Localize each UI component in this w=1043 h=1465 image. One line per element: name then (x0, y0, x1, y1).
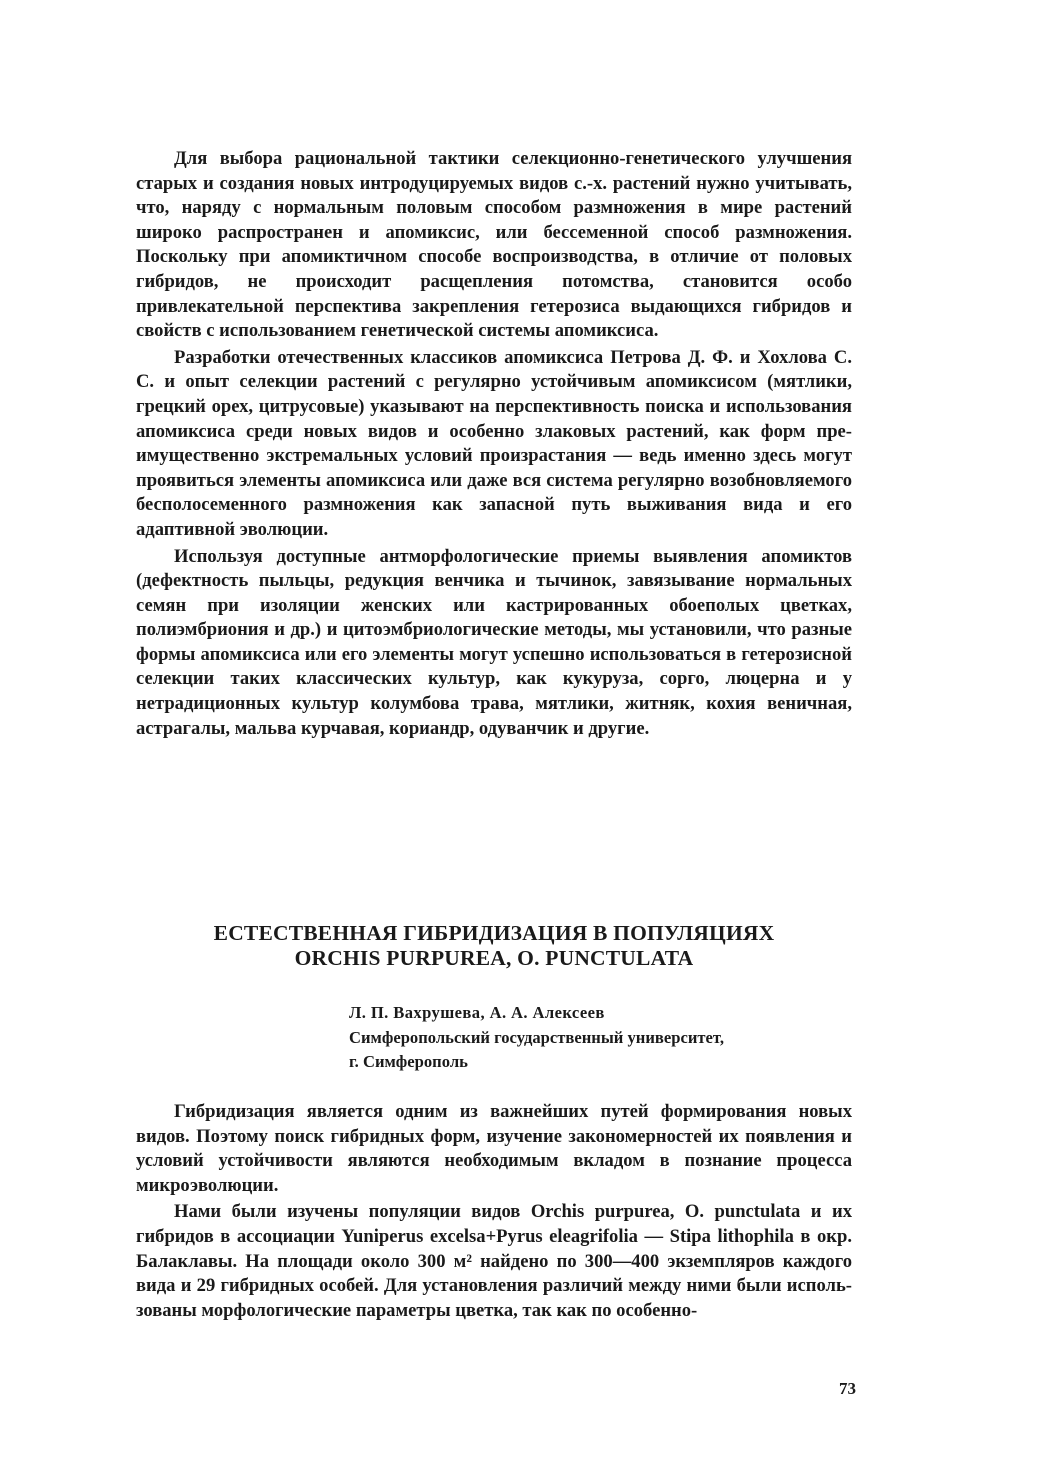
article-title-line: ORCHIS PURPUREA, O. PUNCTULATA (294, 946, 694, 970)
article-city: г. Симферополь (349, 1052, 468, 1071)
article-affiliation: Симферопольский государственный университет, (349, 1027, 724, 1047)
article-body (136, 1100, 852, 1323)
article-title-line: ЕСТЕСТВЕННАЯ ГИБРИДИЗАЦИЯ В ПОПУЛЯЦИЯХ (213, 921, 775, 945)
previous-article-body (136, 147, 852, 741)
body-paragraph: Разработки отечественных классиков апомиксиса Петрова Д. Ф. и Хохлова С. С. и опыт селекции растений с регулярно устойчивым апомиксисом (мятлики, грецкий орех, цитрусовые) указывают на перспективность поиска и использования апомиксиса среди новых видов и особенно злаковых растений, как форм преимущественно экстремальных условий произрастания — ведь именно здесь могут проявиться элементы апомиксиса или даже вся система регулярно возобновляемого бесполосеменного размножения как запасной путь выживания вида и его адаптивной эволюции. (136, 346, 852, 540)
body-paragraph: Гибридизация является одним из важнейших путей формирования новых видов. Поэтому поиск гибридных форм, изучение закономерностей их появления и условий устойчивости являются необходимым вкладом в познание процесса микроэволюции. (136, 1101, 852, 1196)
article-title (136, 921, 852, 971)
body-paragraph: Используя доступные антморфологические приемы выявления апомиктов (дефектность пыльцы, редукция венчика и тычинок, завязывание нормальных семян при изоляции женских или кастрированных обоеполых цветках, полиэмбриония и др.) и цитоэмбриологические методы, мы установили, что разные формы апомиксиса или его элементы могут успешно использоваться в гетерозисной селекции таких классических культур, как кукуруза, сорго, люцерна и у нетрадиционных культур колумбова трава, мятлики, житняк, кохия веничная, астрагалы, мальва курчавая, кориандр, одуванчик и другие. (136, 545, 852, 739)
page-number: 73 (839, 1379, 856, 1398)
article-byline (349, 1001, 859, 1075)
body-paragraph: Для выбора рациональной тактики селекционно-генетического улучшения старых и создания новых интродуцируемых видов с.-х. растений нужно учитывать, что, наряду с нормальным половым способом размножения в мире растений широко распространен и апомиксис, или бессеменной способ размножения. Поскольку при апомиктичном способе воспроизводства, в отличие от половых гибридов, не происходит расщепления потомства, становится особо привлекательной перспектива закрепления гетерозиса выдающихся гибридов и свойств с использованием генетической системы апомиксиса. (136, 148, 852, 342)
article-authors: Л. П. Вахрушева, А. А. Алексеев (349, 1003, 605, 1022)
body-paragraph: Нами были изучены популяции видов Orchis purpurea, O. punctulata и их гибридов в ассоциации Yuniperus excelsa+Pyrus eleagrifolia — Stipa lithophila в окр. Балаклавы. На площади около 300 м² найдено по 300—400 экземпляров каждого вида и 29 гибридных особей. Для установления различий между ними были использованы морфологические параметры цветка, так как по особенно- (136, 1201, 852, 1321)
